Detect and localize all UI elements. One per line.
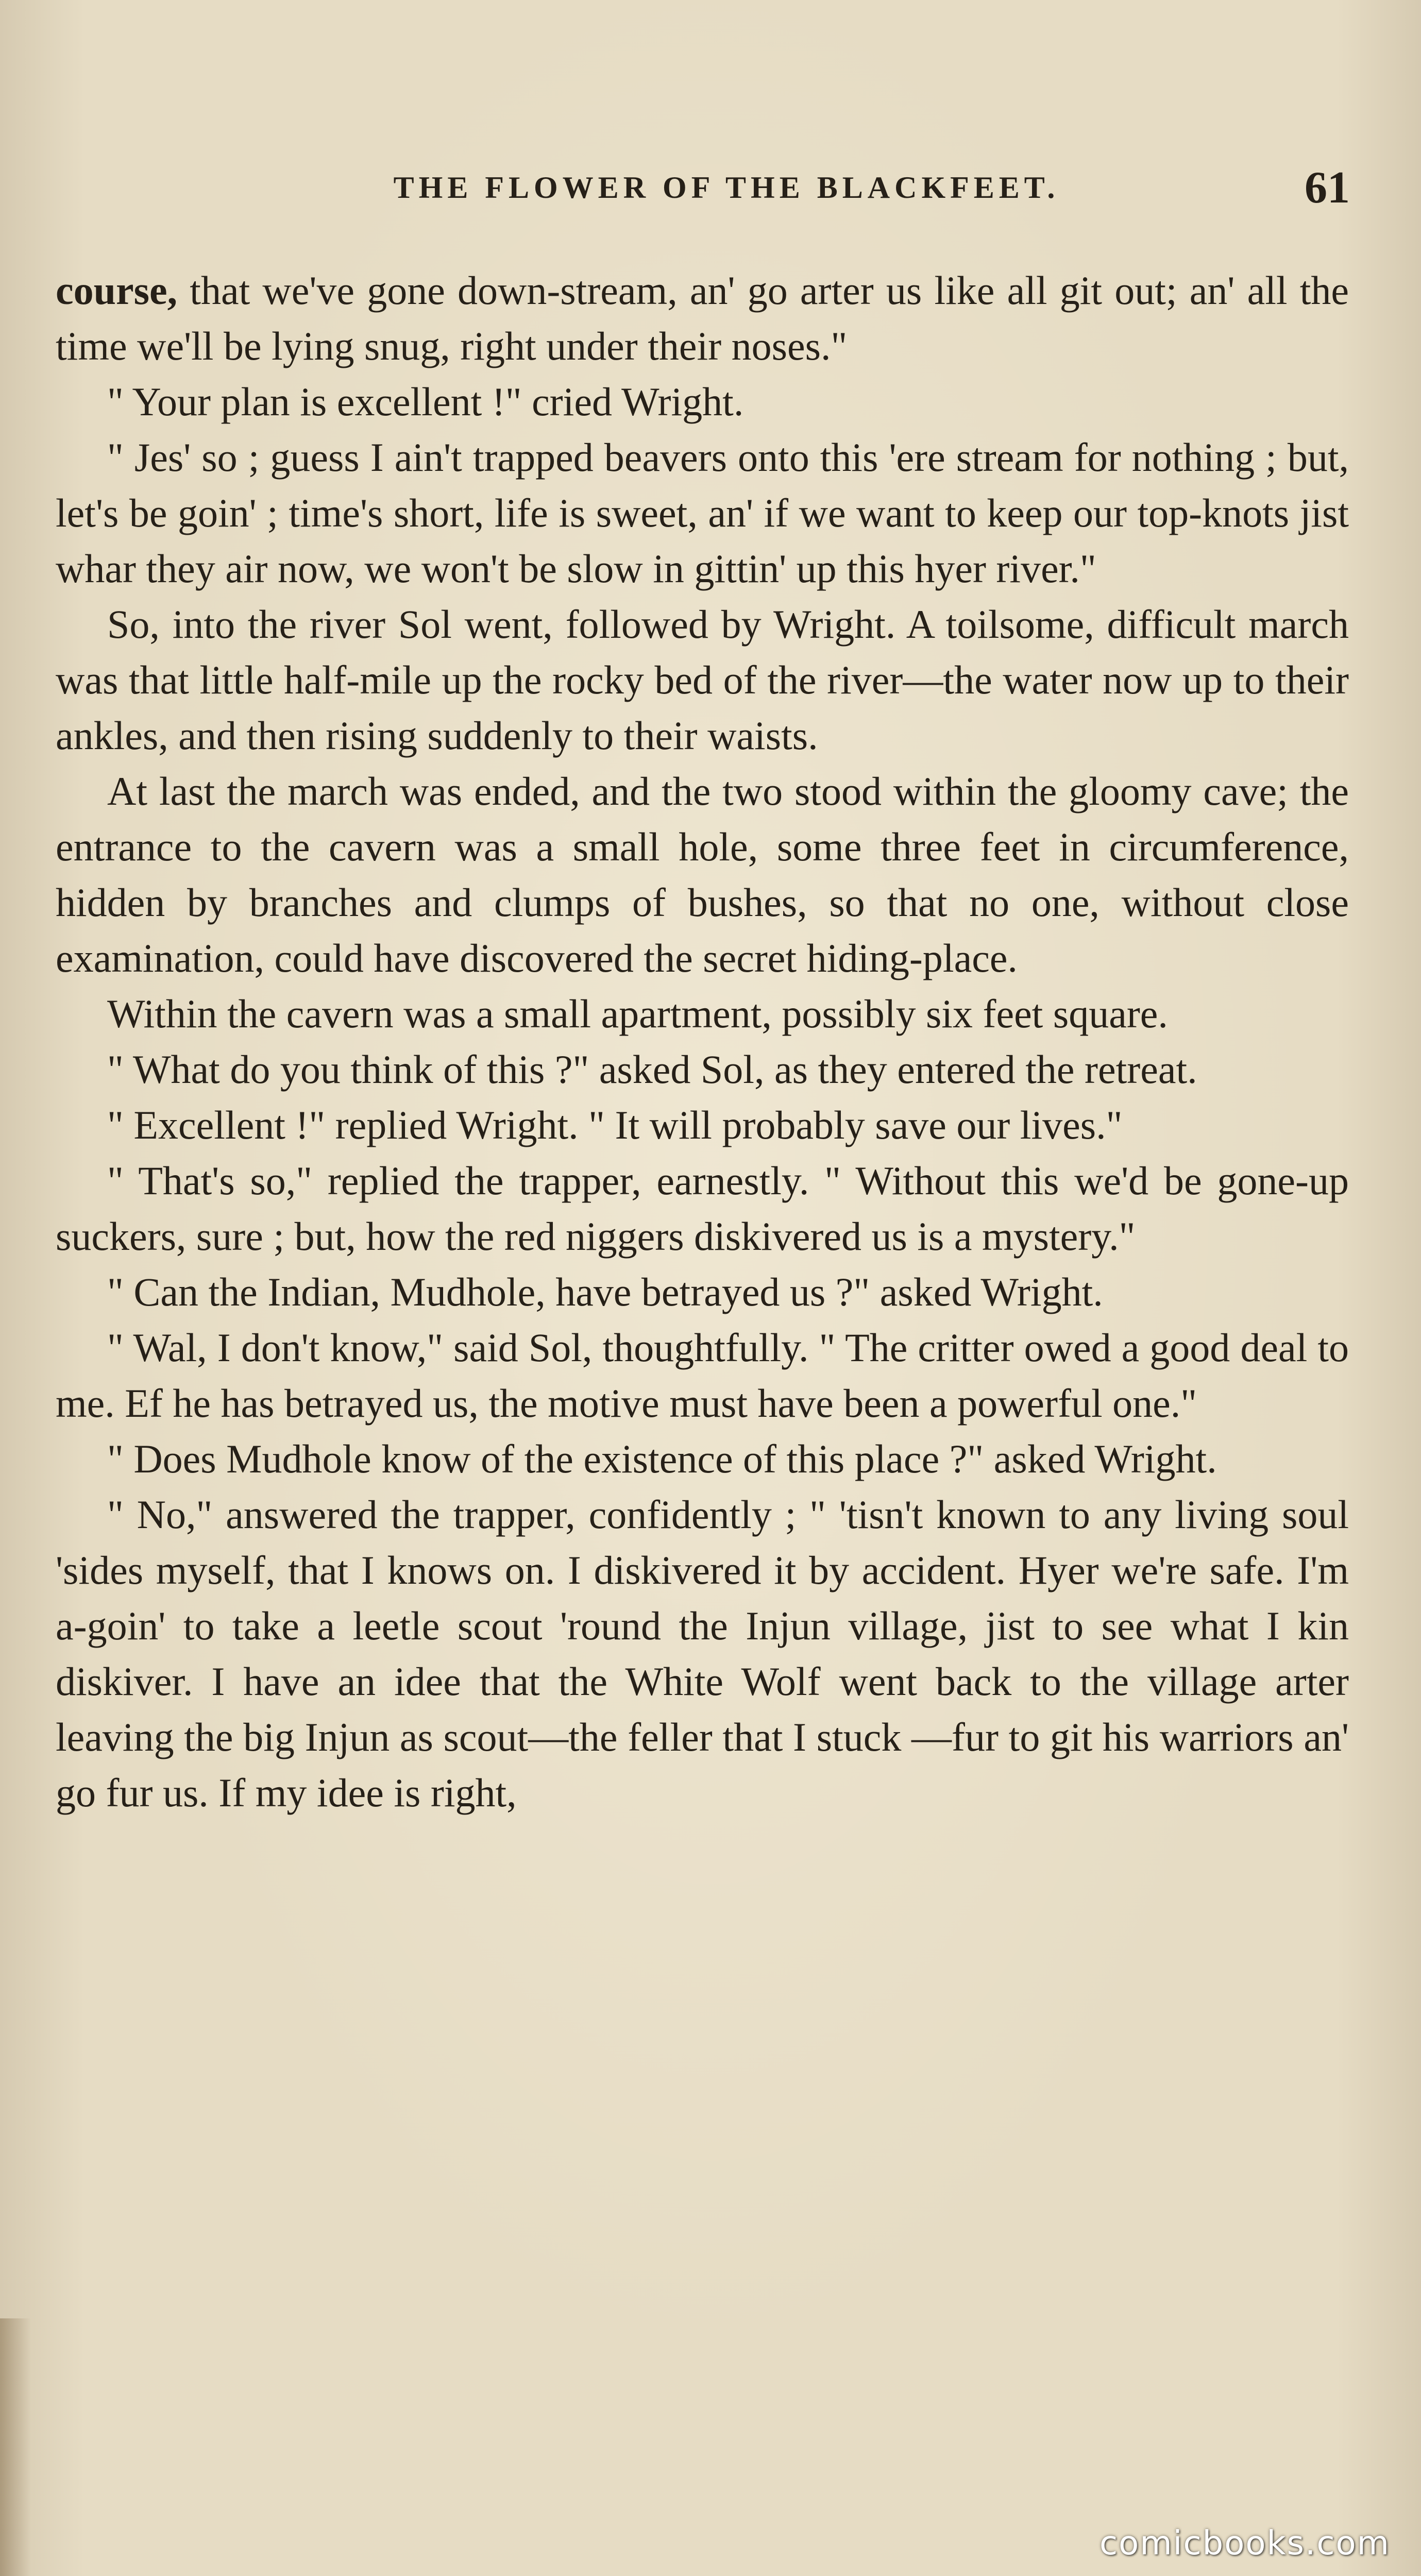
paragraph-2: " Your plan is excellent !" cried Wright.: [107, 379, 744, 424]
paragraph-12: " Does Mudhole know of the existence of this place ?" asked Wright.: [107, 1436, 1217, 1481]
paragraph-4: So, into the river Sol went, followed by Wright. A toilsome, difficult march was that little half-mile up the rocky bed of the river—the water now up to their ankles, and then rising suddenly to their waists.: [56, 602, 1349, 758]
page-number: 61: [1305, 163, 1350, 213]
paragraph-3: " Jes' so ; guess I ain't trapped beavers onto this 'ere stream for nothing ; but, let's be goin' ; time's short, life is sweet, an' if we want to keep our top-knots jist whar they air now, we won't be slow in gittin' up this hyer river.": [56, 435, 1349, 591]
running-head: [103, 155, 1350, 227]
paragraph-1-lead: course,: [56, 268, 178, 313]
watermark: comicbooks.com: [1099, 2524, 1390, 2563]
paragraph-8: " Excellent !" replied Wright. " It will probably save our lives.": [107, 1103, 1123, 1147]
paragraph-7: " What do you think of this ?" asked Sol, as they entered the retreat.: [107, 1047, 1197, 1092]
paragraph-11: " Wal, I don't know," said Sol, thoughtfully. " The critter owed a good deal to me. Ef he has betrayed us, the motive must have been a powerful one.": [56, 1325, 1349, 1426]
paragraph-5: At last the march was ended, and the two stood within the gloomy cave; the entrance to the cavern was a small hole, some three feet in circumference, hidden by branches and clumps of bushes, so that no one, without close examination, could have discovered the secret hiding-place.: [56, 769, 1349, 980]
paragraph-9: " That's so," replied the trapper, earnestly. " Without this we'd be gone-up suckers, sure ; but, how the red niggers diskivered us is a mystery.": [56, 1158, 1349, 1259]
paragraph-10: " Can the Indian, Mudhole, have betrayed us ?" asked Wright.: [107, 1269, 1103, 1314]
paragraph-1: [56, 263, 1349, 374]
body-text: [56, 263, 1349, 1821]
running-title: THE FLOWER OF THE BLACKFEET.: [393, 171, 1060, 205]
paragraph-13: " No," answered the trapper, confidently ; " 'tisn't known to any living soul 'sides myself, that I knows on. I diskivered it by accident. Hyer we're safe. I'm a-goin' to take a leetle scout 'round the Injun village, jist to see what I kin diskiver. I have an idee that the White Wolf went back to the village arter leaving the big Injun as scout—the feller that I stuck —fur to git his warriors an' go fur us. If my idee is right,: [56, 1492, 1349, 1815]
paragraph-1-text: that we've gone down-stream, an' go arter us like all git out; an' all the time we'll be lying snug, right under their noses.": [56, 268, 1349, 368]
paragraph-6: Within the cavern was a small apartment, possibly six feet square.: [107, 991, 1168, 1036]
page-edge-shadow: [0, 2318, 31, 2576]
